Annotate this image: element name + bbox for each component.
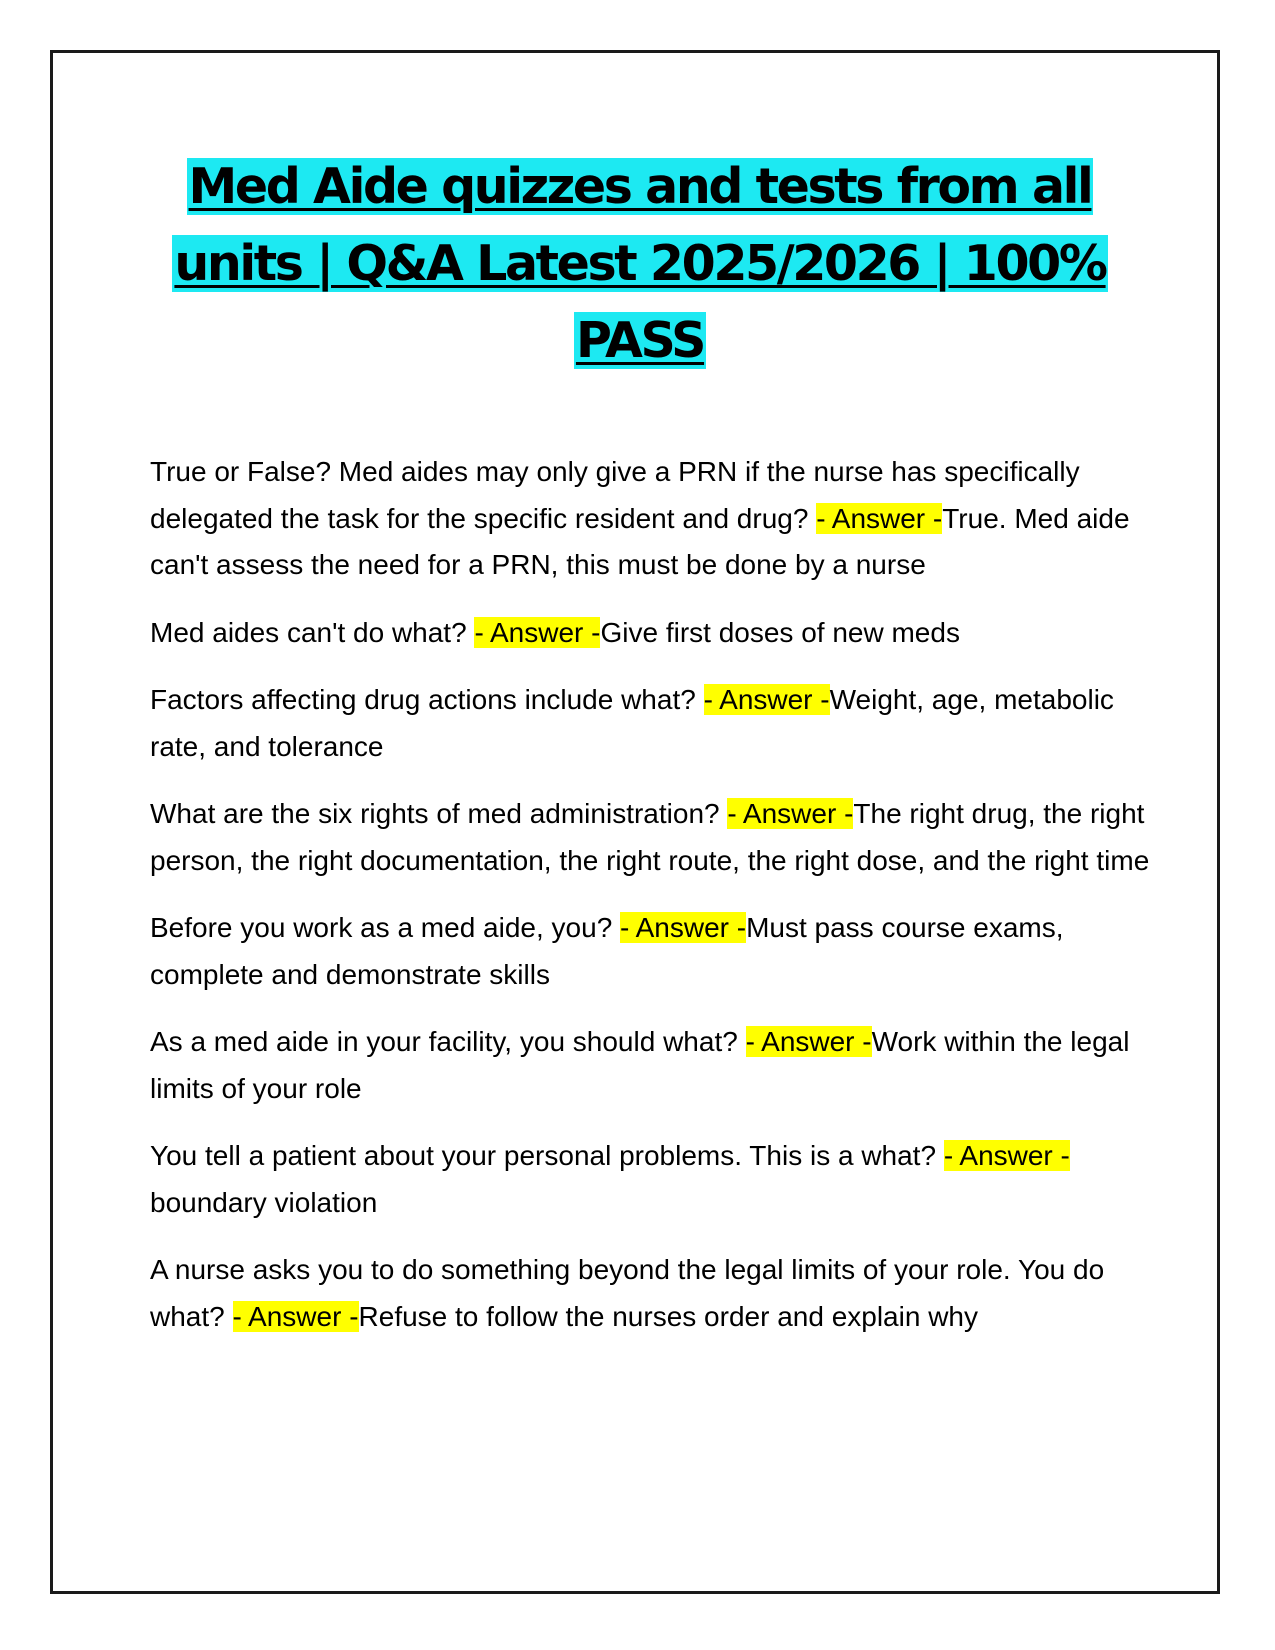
answer-marker: - Answer - [232, 1300, 359, 1332]
qa-item [150, 677, 1155, 770]
question-text: Before you work as a med aide, you? [150, 912, 621, 943]
answer-text: The right drug, the right person, the right documentation, the right route, the right dose, and the right time [150, 798, 1150, 876]
answer-marker: - Answer - [474, 616, 601, 648]
answer-text: Refuse to follow the nurses order and explain why [358, 1300, 978, 1332]
question-text: You tell a patient about your personal problems. This is a what? [150, 1140, 944, 1171]
qa-list [150, 449, 1155, 1361]
title-highlight: Med Aide quizzes and tests from all units | Q&A Latest 2025/2026 | 100% PASS [174, 158, 1106, 369]
qa-item [150, 449, 1155, 589]
question-text: What are the six rights of med administration? [150, 798, 728, 829]
qa-item [150, 1133, 1155, 1226]
answer-text: Work within the legal limits of your role [150, 1026, 1130, 1104]
qa-item [150, 905, 1155, 998]
answer-text: boundary violation [150, 1186, 378, 1218]
question-text: Med aides can't do what? [150, 616, 475, 648]
answer-marker: - Answer - [703, 684, 830, 715]
answer-marker: - Answer - [745, 1026, 872, 1057]
answer-marker: - Answer - [727, 798, 854, 829]
answer-text: True. Med aide can't assess the need for a PRN, this must be done by a nurse [150, 502, 1130, 580]
qa-item [150, 1247, 1155, 1340]
answer-text: Weight, age, metabolic rate, and tolerance [150, 684, 1114, 762]
question-text: A nurse asks you to do something beyond the legal limits of your role. You do what? [150, 1254, 1105, 1332]
answer-marker: - Answer - [943, 1140, 1070, 1171]
question-text: True or False? Med aides may only give a PRN if the nurse has specifically delegated the task for the specific resident and drug? [150, 456, 1080, 534]
question-text: Factors affecting drug actions include what? [150, 684, 704, 715]
answer-marker: - Answer - [620, 912, 747, 943]
qa-item [150, 610, 1155, 657]
answer-text: Must pass course exams, complete and demonstrate skills [150, 912, 1064, 990]
answer-text: Give first doses of new meds [600, 616, 960, 648]
qa-item [150, 1019, 1155, 1112]
answer-marker: - Answer - [816, 502, 943, 534]
document-title [130, 148, 1150, 379]
qa-item [150, 791, 1155, 884]
question-text: As a med aide in your facility, you should what? [150, 1026, 746, 1057]
